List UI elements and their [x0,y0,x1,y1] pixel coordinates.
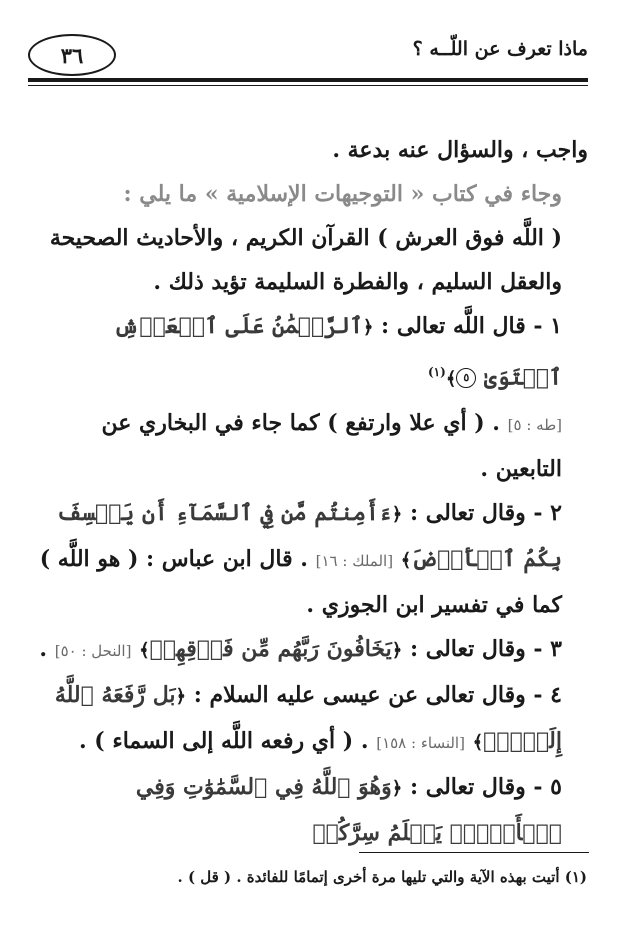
header-rule-thick [28,78,588,82]
item-commentary: . ( أي علا وارتفع ) كما جاء في البخاري عن التابعين . [101,410,562,483]
quran-open-bracket: ﴿ [391,640,403,662]
item-lead: ٢ - وقال تعالى : [409,500,562,527]
page-number: ٣٦ [28,34,116,76]
verse-reference: [الملك : ١٦] [315,552,394,571]
list-item-5 [30,765,588,855]
ayah-number-marker: ٥ [456,368,476,388]
text-line: واجب ، والسؤال عنه بدعة . [332,137,588,163]
quran-verse: يَخَافُونَ رَبَّهُم مِّن فَوۡقِهِمۡ [149,636,392,663]
item-commentary: . [39,636,48,663]
item-lead: ١ - قال اللَّه تعالى : [381,313,562,339]
quran-close-bracket: ﴾ [400,550,412,572]
item-lead: ٥ - وقال تعالى : [409,774,562,801]
item-lead: ٤ - وقال تعالى عن عيسى عليه السلام : [193,682,562,709]
footnote-marker: (١) [427,365,446,379]
quran-close-bracket: ﴾ [472,732,484,754]
list-item-2 [30,491,588,627]
quran-open-bracket: ﴿ [362,317,374,338]
header-rule-thin [28,85,588,86]
quran-verse: ٱلرَّحۡمَٰنُ عَلَى ٱلۡعَرۡشِ ٱسۡتَوَىٰ [113,313,562,391]
quran-verse: بَل رَّفَعَهُ ٱللَّهُ إِلَيۡهِۚ [54,682,562,755]
verse-reference: [طه : ٥] [507,416,562,435]
quran-close-bracket: ﴾ [139,640,150,662]
quran-close-bracket: ﴾ [445,368,457,390]
list-item-1 [30,304,588,491]
quran-open-bracket: ﴿ [391,778,403,800]
quran-verse: ءَأَمِنتُم مَّن فِي ٱلسَّمَآءِ أَن يَخۡسِفَ بِكُمُ ٱلۡأَرۡضَ [56,500,562,573]
quran-open-bracket: ﴿ [391,504,403,526]
quote-paragraph: ( اللَّه فوق العرش ) القرآن الكريم ، والأحاديث الصحيحة والعقل السليم ، والفطرة السليمة تؤيد ذلك . [49,225,562,295]
verse-reference: [النساء : ١٥٨] [376,734,465,753]
verse-reference: [النحل : ٥٠] [54,642,132,661]
page-header [28,28,588,76]
footnote: (١) أتيت بهذه الآية والتي تليها مرة أخرى إتمامًا للفائدة . ( قل ) . [177,868,587,886]
footnote-separator [359,852,589,853]
item-lead: ٣ - وقال تعالى : [409,636,562,663]
list-item-4 [30,673,588,765]
item-commentary: . قال ابن عباس : ( هو اللَّه ) كما في تفسير ابن الجوزي . [39,546,562,619]
quote-intro: وجاء في كتاب « التوجيهات الإسلامية » ما يلي : [123,181,562,207]
running-title: ماذا تعرف عن اللّــه ؟ [412,38,588,60]
item-commentary: . ( أي رفعه اللَّه إلى السماء ) . [78,728,369,755]
quran-verse: وَهُوَ ٱللَّهُ فِي ٱلسَّمَٰوَٰتِ وَفِي ٱلۡأَرۡضِۖ يَعۡلَمُ سِرَّكُمۡ [135,774,562,847]
main-text [30,128,588,855]
list-item-3 [30,627,588,673]
quran-open-bracket: ﴿ [175,686,187,708]
